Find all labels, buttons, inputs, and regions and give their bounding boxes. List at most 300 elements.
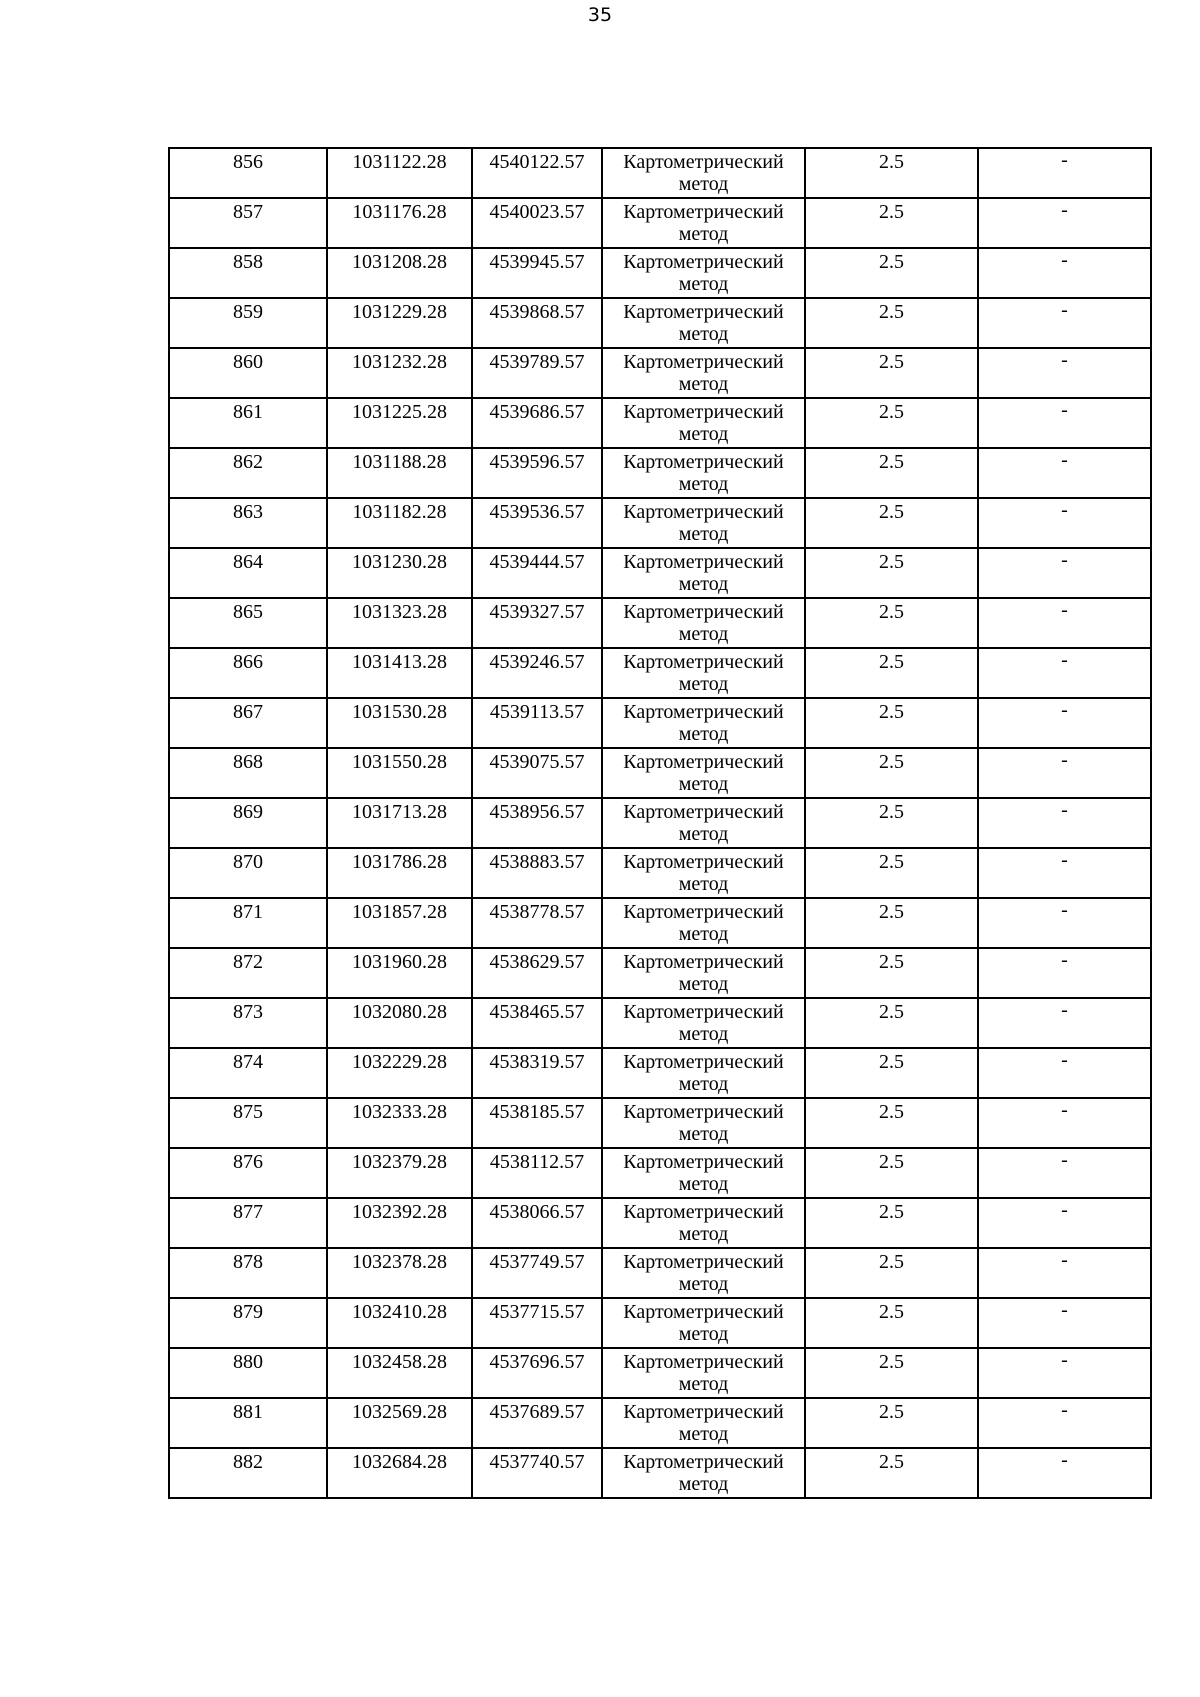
y-coordinate: 4537696.57 [489, 1351, 585, 1373]
y-coordinate: 4538883.57 [489, 851, 585, 873]
x-coordinate-cell [327, 498, 472, 548]
point-number-cell [169, 848, 327, 898]
x-coordinate: 1032410.28 [352, 1301, 447, 1323]
table-row [169, 1348, 1151, 1398]
method-cell [602, 1348, 805, 1398]
method-line-2: метод [678, 323, 729, 345]
method-text [603, 999, 804, 1045]
method-line-1: Картометрический [623, 201, 784, 223]
x-coordinate: 1032333.28 [352, 1101, 447, 1123]
x-coordinate-cell [327, 898, 472, 948]
point-number: 875 [233, 1101, 263, 1123]
method-text [603, 549, 804, 595]
accuracy-cell [805, 348, 978, 398]
method-cell [602, 1298, 805, 1348]
x-coordinate: 1032080.28 [352, 1001, 447, 1023]
method-line-1: Картометрический [623, 1001, 784, 1023]
note-value: - [1061, 449, 1068, 471]
accuracy-cell [805, 848, 978, 898]
note-cell [978, 748, 1151, 798]
method-line-1: Картометрический [623, 1451, 784, 1473]
y-coordinate-cell [472, 948, 602, 998]
method-text [603, 799, 804, 845]
table-row [169, 898, 1151, 948]
x-coordinate: 1031122.28 [352, 151, 447, 173]
method-line-2: метод [678, 173, 729, 195]
point-number-cell [169, 998, 327, 1048]
y-coordinate: 4539945.57 [489, 251, 585, 273]
y-coordinate-cell [472, 1448, 602, 1498]
note-value: - [1061, 1399, 1068, 1421]
method-line-1: Картометрический [623, 251, 784, 273]
method-cell [602, 1398, 805, 1448]
table-row [169, 748, 1151, 798]
point-number: 858 [233, 251, 263, 273]
accuracy-value: 2.5 [879, 1251, 904, 1273]
note-cell [978, 848, 1151, 898]
accuracy-value: 2.5 [879, 1401, 904, 1423]
y-coordinate: 4539327.57 [489, 601, 585, 623]
method-line-1: Картометрический [623, 1301, 784, 1323]
point-number: 877 [233, 1201, 263, 1223]
method-line-1: Картометрический [623, 801, 784, 823]
point-number-cell [169, 348, 327, 398]
table-row [169, 1298, 1151, 1348]
table-row [169, 1448, 1151, 1498]
accuracy-cell [805, 1348, 978, 1398]
point-number-cell [169, 698, 327, 748]
x-coordinate-cell [327, 848, 472, 898]
x-coordinate: 1032229.28 [352, 1051, 447, 1073]
method-line-2: метод [678, 523, 729, 545]
y-coordinate: 4539868.57 [489, 301, 585, 323]
method-line-1: Картометрический [623, 1151, 784, 1173]
accuracy-value: 2.5 [879, 501, 904, 523]
method-cell [602, 298, 805, 348]
note-value: - [1061, 799, 1068, 821]
method-line-2: метод [678, 373, 729, 395]
note-cell [978, 1098, 1151, 1148]
method-line-2: метод [678, 1323, 729, 1345]
method-text [603, 449, 804, 495]
table-row [169, 498, 1151, 548]
method-cell [602, 1148, 805, 1198]
table-row [169, 448, 1151, 498]
note-value: - [1061, 1349, 1068, 1371]
method-text [603, 349, 804, 395]
y-coordinate: 4539686.57 [489, 401, 585, 423]
table-row [169, 998, 1151, 1048]
x-coordinate-cell [327, 698, 472, 748]
x-coordinate-cell [327, 1148, 472, 1198]
method-cell [602, 698, 805, 748]
method-line-1: Картометрический [623, 1251, 784, 1273]
method-cell [602, 998, 805, 1048]
y-coordinate-cell [472, 498, 602, 548]
y-coordinate-cell [472, 798, 602, 848]
note-cell [978, 648, 1151, 698]
table-row [169, 1148, 1151, 1198]
accuracy-cell [805, 548, 978, 598]
y-coordinate-cell [472, 548, 602, 598]
method-cell [602, 798, 805, 848]
method-cell [602, 198, 805, 248]
x-coordinate: 1031176.28 [352, 201, 447, 223]
point-number: 874 [233, 1051, 263, 1073]
point-number-cell [169, 748, 327, 798]
method-text [603, 949, 804, 995]
note-cell [978, 698, 1151, 748]
page-number: 35 [587, 4, 613, 26]
accuracy-cell [805, 198, 978, 248]
accuracy-value: 2.5 [879, 1451, 904, 1473]
method-line-2: метод [678, 823, 729, 845]
x-coordinate: 1031960.28 [352, 951, 447, 973]
x-coordinate: 1032458.28 [352, 1351, 447, 1373]
method-line-2: метод [678, 673, 729, 695]
method-text [603, 749, 804, 795]
point-number-cell [169, 1198, 327, 1248]
y-coordinate: 4538185.57 [489, 1101, 585, 1123]
table-row [169, 598, 1151, 648]
method-cell [602, 1048, 805, 1098]
accuracy-value: 2.5 [879, 151, 904, 173]
note-cell [978, 448, 1151, 498]
method-line-1: Картометрический [623, 1201, 784, 1223]
method-text [603, 699, 804, 745]
point-number-cell [169, 598, 327, 648]
x-coordinate: 1032392.28 [352, 1201, 447, 1223]
point-number-cell [169, 1148, 327, 1198]
y-coordinate-cell [472, 1198, 602, 1248]
x-coordinate-cell [327, 1098, 472, 1148]
note-value: - [1061, 299, 1068, 321]
method-cell [602, 448, 805, 498]
method-text [603, 299, 804, 345]
note-value: - [1061, 1149, 1068, 1171]
y-coordinate: 4538629.57 [489, 951, 585, 973]
point-number: 866 [233, 651, 263, 673]
accuracy-value: 2.5 [879, 801, 904, 823]
method-line-1: Картометрический [623, 601, 784, 623]
note-value: - [1061, 749, 1068, 771]
point-number: 857 [233, 201, 263, 223]
note-cell [978, 598, 1151, 648]
method-text [603, 899, 804, 945]
method-line-2: метод [678, 1473, 729, 1495]
method-cell [602, 898, 805, 948]
table-row [169, 198, 1151, 248]
accuracy-value: 2.5 [879, 251, 904, 273]
y-coordinate: 4540023.57 [489, 201, 585, 223]
accuracy-cell [805, 1448, 978, 1498]
point-number: 873 [233, 1001, 263, 1023]
method-line-1: Картометрический [623, 301, 784, 323]
note-value: - [1061, 249, 1068, 271]
note-value: - [1061, 1449, 1068, 1471]
accuracy-cell [805, 648, 978, 698]
y-coordinate-cell [472, 448, 602, 498]
point-number: 862 [233, 451, 263, 473]
method-cell [602, 498, 805, 548]
method-line-2: метод [678, 1373, 729, 1395]
note-cell [978, 1248, 1151, 1298]
point-number: 869 [233, 801, 263, 823]
y-coordinate-cell [472, 698, 602, 748]
x-coordinate: 1031225.28 [352, 401, 447, 423]
method-text [603, 1399, 804, 1445]
note-value: - [1061, 599, 1068, 621]
y-coordinate-cell [472, 998, 602, 1048]
table-row [169, 948, 1151, 998]
note-cell [978, 898, 1151, 948]
method-text [603, 499, 804, 545]
table-row [169, 348, 1151, 398]
method-line-1: Картометрический [623, 501, 784, 523]
accuracy-value: 2.5 [879, 1051, 904, 1073]
note-cell [978, 1448, 1151, 1498]
accuracy-cell [805, 1248, 978, 1298]
x-coordinate: 1031182.28 [352, 501, 447, 523]
y-coordinate-cell [472, 1148, 602, 1198]
x-coordinate-cell [327, 1298, 472, 1348]
accuracy-cell [805, 448, 978, 498]
x-coordinate-cell [327, 398, 472, 448]
point-number-cell [169, 498, 327, 548]
accuracy-value: 2.5 [879, 951, 904, 973]
method-cell [602, 548, 805, 598]
y-coordinate-cell [472, 748, 602, 798]
note-cell [978, 798, 1151, 848]
point-number-cell [169, 448, 327, 498]
point-number-cell [169, 1348, 327, 1398]
method-cell [602, 648, 805, 698]
table-row [169, 798, 1151, 848]
x-coordinate-cell [327, 748, 472, 798]
point-number: 867 [233, 701, 263, 723]
method-line-2: метод [678, 473, 729, 495]
method-text [603, 849, 804, 895]
method-line-1: Картометрический [623, 651, 784, 673]
x-coordinate-cell [327, 148, 472, 198]
method-cell [602, 348, 805, 398]
point-number-cell [169, 298, 327, 348]
note-value: - [1061, 899, 1068, 921]
method-line-2: метод [678, 773, 729, 795]
note-cell [978, 248, 1151, 298]
note-value: - [1061, 1049, 1068, 1071]
point-number-cell [169, 1098, 327, 1148]
point-number: 880 [233, 1351, 263, 1373]
accuracy-cell [805, 1148, 978, 1198]
note-cell [978, 1298, 1151, 1348]
note-value: - [1061, 1299, 1068, 1321]
x-coordinate-cell [327, 998, 472, 1048]
method-line-2: метод [678, 1073, 729, 1095]
method-cell [602, 848, 805, 898]
method-line-1: Картометрический [623, 1101, 784, 1123]
accuracy-value: 2.5 [879, 1001, 904, 1023]
x-coordinate: 1031786.28 [352, 851, 447, 873]
accuracy-value: 2.5 [879, 301, 904, 323]
method-line-2: метод [678, 423, 729, 445]
note-value: - [1061, 949, 1068, 971]
method-line-1: Картометрический [623, 1401, 784, 1423]
x-coordinate: 1031229.28 [352, 301, 447, 323]
method-line-1: Картометрический [623, 951, 784, 973]
method-text [603, 1149, 804, 1195]
note-value: - [1061, 1249, 1068, 1271]
x-coordinate-cell [327, 648, 472, 698]
table-row [169, 698, 1151, 748]
method-cell [602, 748, 805, 798]
accuracy-value: 2.5 [879, 1101, 904, 1123]
method-line-2: метод [678, 223, 729, 245]
method-line-1: Картометрический [623, 351, 784, 373]
method-line-2: метод [678, 573, 729, 595]
accuracy-value: 2.5 [879, 1301, 904, 1323]
note-value: - [1061, 399, 1068, 421]
x-coordinate: 1031530.28 [352, 701, 447, 723]
note-value: - [1061, 699, 1068, 721]
accuracy-value: 2.5 [879, 851, 904, 873]
note-cell [978, 1348, 1151, 1398]
point-number: 876 [233, 1151, 263, 1173]
accuracy-value: 2.5 [879, 901, 904, 923]
method-line-1: Картометрический [623, 701, 784, 723]
note-cell [978, 198, 1151, 248]
method-text [603, 1449, 804, 1495]
method-line-2: метод [678, 923, 729, 945]
x-coordinate-cell [327, 1348, 472, 1398]
x-coordinate-cell [327, 348, 472, 398]
point-number-cell [169, 1298, 327, 1348]
point-number-cell [169, 148, 327, 198]
point-number: 881 [233, 1401, 263, 1423]
method-line-1: Картометрический [623, 451, 784, 473]
note-value: - [1061, 349, 1068, 371]
y-coordinate: 4538112.57 [489, 1151, 585, 1173]
accuracy-cell [805, 998, 978, 1048]
x-coordinate-cell [327, 598, 472, 648]
point-number: 872 [233, 951, 263, 973]
method-line-1: Картометрический [623, 851, 784, 873]
point-number-cell [169, 198, 327, 248]
method-text [603, 199, 804, 245]
y-coordinate: 4538465.57 [489, 1001, 585, 1023]
accuracy-value: 2.5 [879, 551, 904, 573]
accuracy-cell [805, 798, 978, 848]
accuracy-cell [805, 1098, 978, 1148]
accuracy-value: 2.5 [879, 351, 904, 373]
y-coordinate: 4539113.57 [489, 701, 585, 723]
y-coordinate-cell [472, 1098, 602, 1148]
point-number-cell [169, 1448, 327, 1498]
method-line-1: Картометрический [623, 151, 784, 173]
y-coordinate: 4537740.57 [489, 1451, 585, 1473]
table-row [169, 1198, 1151, 1248]
point-number: 882 [233, 1451, 263, 1473]
method-line-2: метод [678, 1223, 729, 1245]
table-row [169, 298, 1151, 348]
point-number-cell [169, 548, 327, 598]
x-coordinate-cell [327, 1248, 472, 1298]
x-coordinate: 1032378.28 [352, 1251, 447, 1273]
accuracy-value: 2.5 [879, 1201, 904, 1223]
note-cell [978, 348, 1151, 398]
accuracy-value: 2.5 [879, 701, 904, 723]
y-coordinate-cell [472, 848, 602, 898]
point-number: 864 [233, 551, 263, 573]
note-cell [978, 1198, 1151, 1248]
point-number-cell [169, 398, 327, 448]
method-line-1: Картометрический [623, 751, 784, 773]
y-coordinate: 4538066.57 [489, 1201, 585, 1223]
y-coordinate: 4538778.57 [489, 901, 585, 923]
y-coordinate-cell [472, 1048, 602, 1098]
method-text [603, 1349, 804, 1395]
accuracy-value: 2.5 [879, 1351, 904, 1373]
note-cell [978, 548, 1151, 598]
method-text [603, 599, 804, 645]
x-coordinate-cell [327, 248, 472, 298]
method-line-2: метод [678, 973, 729, 995]
x-coordinate: 1031230.28 [352, 551, 447, 573]
accuracy-cell [805, 398, 978, 448]
note-cell [978, 398, 1151, 448]
table-row [169, 1098, 1151, 1148]
accuracy-cell [805, 948, 978, 998]
accuracy-cell [805, 298, 978, 348]
table-row [169, 848, 1151, 898]
point-number-cell [169, 798, 327, 848]
point-number-cell [169, 1398, 327, 1448]
point-number: 879 [233, 1301, 263, 1323]
accuracy-cell [805, 1198, 978, 1248]
y-coordinate-cell [472, 248, 602, 298]
table-row [169, 1398, 1151, 1448]
y-coordinate: 4539789.57 [489, 351, 585, 373]
note-value: - [1061, 499, 1068, 521]
method-text [603, 249, 804, 295]
y-coordinate: 4538956.57 [489, 801, 585, 823]
note-cell [978, 498, 1151, 548]
table-row [169, 1048, 1151, 1098]
table-body [169, 148, 1151, 1498]
table-row [169, 398, 1151, 448]
x-coordinate: 1031550.28 [352, 751, 447, 773]
accuracy-cell [805, 1298, 978, 1348]
y-coordinate-cell [472, 1248, 602, 1298]
point-number: 871 [233, 901, 263, 923]
x-coordinate: 1031188.28 [352, 451, 447, 473]
method-text [603, 399, 804, 445]
method-cell [602, 398, 805, 448]
point-number: 865 [233, 601, 263, 623]
x-coordinate-cell [327, 1398, 472, 1448]
method-line-2: метод [678, 1023, 729, 1045]
note-value: - [1061, 149, 1068, 171]
method-line-2: метод [678, 1173, 729, 1195]
accuracy-cell [805, 1048, 978, 1098]
table-row [169, 548, 1151, 598]
x-coordinate-cell [327, 1448, 472, 1498]
y-coordinate: 4537749.57 [489, 1251, 585, 1273]
point-number-cell [169, 898, 327, 948]
method-cell [602, 598, 805, 648]
point-number-cell [169, 1248, 327, 1298]
method-line-2: метод [678, 723, 729, 745]
